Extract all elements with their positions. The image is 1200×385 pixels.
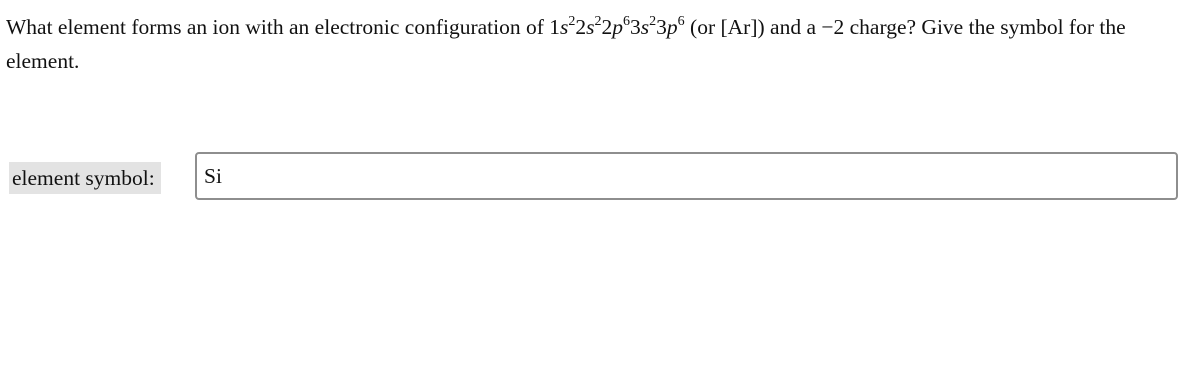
element-symbol-input[interactable] [195, 152, 1178, 200]
element-symbol-label: element symbol: [9, 162, 161, 194]
question-tail: (or [Ar]) and a −2 charge? Give the symbol for the element. [6, 15, 1126, 73]
answer-row [0, 152, 1200, 204]
question-text [6, 10, 1194, 78]
electron-configuration: $1s^22s^22p^63s^23p^6$ [549, 13, 685, 39]
question-intro: What element forms an ion with an electronic configuration of [6, 15, 550, 39]
